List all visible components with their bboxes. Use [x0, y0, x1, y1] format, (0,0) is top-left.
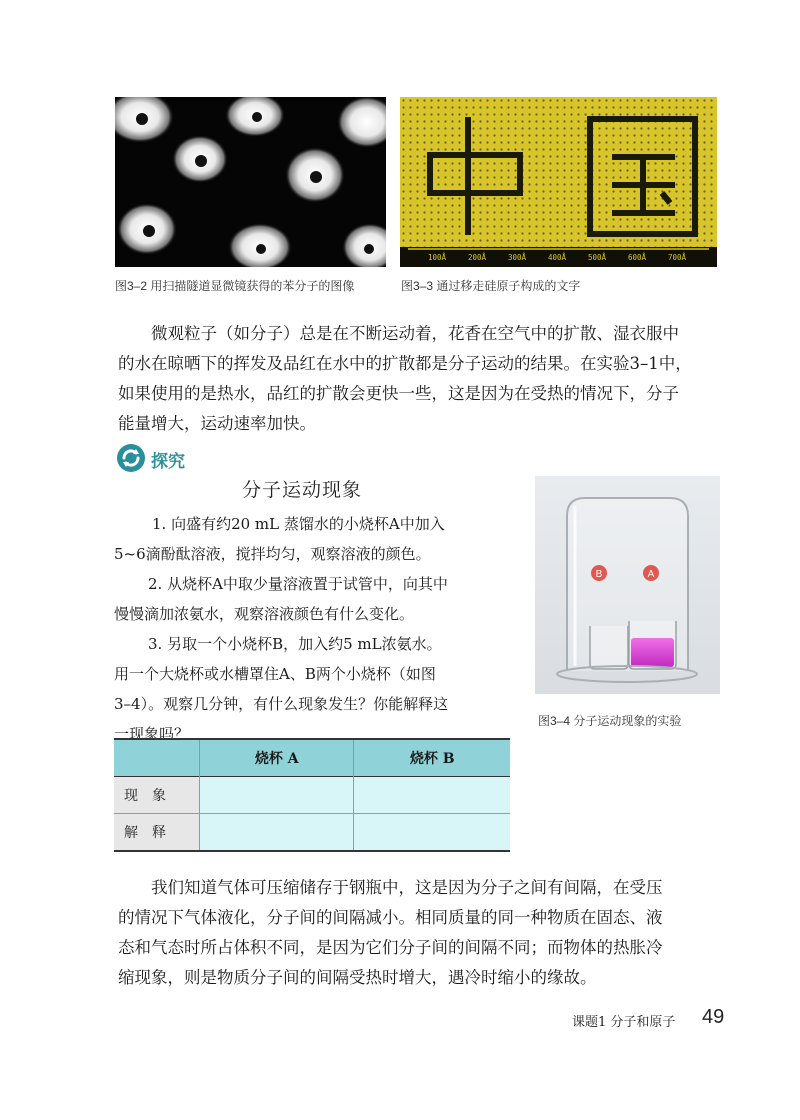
paragraph-line: 的情况下气体液化，分子间的间隔减小。相同质量的同一种物质在固态、液 — [118, 908, 663, 927]
result-table — [114, 738, 510, 852]
table-cell-phenomenon-a[interactable] — [200, 777, 354, 814]
paragraph-line: 能量增大，运动速率加快。 — [118, 414, 316, 433]
intro-paragraph — [118, 319, 692, 439]
experiment-step-1: 1. 向盛有约20 mL 蒸馏水的小烧杯A中加入 5~6滴酚酞溶液，搅拌均匀，观察溶液的颜色。 — [114, 515, 445, 563]
beaker-a-label: A — [647, 569, 655, 580]
explore-icon — [116, 443, 146, 473]
table-header-empty — [114, 739, 200, 777]
paragraph-line: 的水在晾晒下的挥发及品红在水中的扩散都是分子运动的结果。在实验3–1中， — [118, 354, 692, 373]
page-number: 49 — [702, 1006, 725, 1028]
table-row-label-phenomenon: 现象 — [114, 777, 200, 814]
table-cell-explanation-a[interactable] — [200, 814, 354, 852]
paragraph-line: 微观粒子（如分子）总是在不断运动着，花香在空气中的扩散、湿衣服中 — [151, 324, 679, 343]
table-header-beaker-b: 烧杯 B — [354, 739, 510, 777]
paragraph-line: 态和气态时所占体积不同，是因为它们分子间的间隔不同；而物体的热胀冷 — [118, 938, 663, 957]
figure-3-2-caption: 图3–2 用扫描隧道显微镜获得的苯分子的图像 — [115, 279, 355, 293]
table-cell-explanation-b[interactable] — [354, 814, 510, 852]
silicon-atoms-svg — [400, 97, 717, 267]
scale-label-5: 500Å — [588, 253, 607, 262]
experiment-step-2: 2. 从烧杯A中取少量溶液置于试管中，向其中 慢慢滴加浓氨水，观察溶液颜色有什么变化。 — [114, 575, 448, 623]
table-row — [114, 814, 510, 852]
footer-chapter-title: 课题1 分子和原子 — [572, 1015, 676, 1030]
scale-label-3: 300Å — [508, 253, 527, 262]
explore-label: 探究 — [151, 452, 185, 471]
figure-3-4-caption: 图3–4 分子运动现象的实验 — [538, 714, 682, 728]
experiment-title: 分子运动现象 — [242, 479, 363, 501]
paragraph-line: 缩现象，则是物质分子间的间隔受热时增大，遇冷时缩小的缘故。 — [118, 968, 597, 987]
beaker-b-label: B — [595, 569, 603, 580]
gas-compression-paragraph — [118, 873, 663, 993]
figure-silicon-atoms-image — [400, 97, 717, 267]
scale-label-4: 400Å — [548, 253, 567, 262]
table-header-row — [114, 739, 510, 777]
scale-label-6: 600Å — [628, 253, 647, 262]
table-header-beaker-a: 烧杯 A — [200, 739, 354, 777]
scale-label-1: 100Å — [428, 253, 447, 262]
table-cell-phenomenon-b[interactable] — [354, 777, 510, 814]
table-row — [114, 777, 510, 814]
scale-label-2: 200Å — [468, 253, 487, 262]
figure-3-3-caption: 图3–3 通过移走硅原子构成的文字 — [401, 279, 581, 293]
paragraph-line: 如果使用的是热水，品红的扩散会更快一些，这是因为在受热的情况下，分子 — [118, 384, 679, 403]
paragraph-line: 我们知道气体可压缩储存于钢瓶中，这是因为分子之间有间隔，在受压 — [151, 878, 663, 897]
figure-benzene-stm-image — [115, 97, 386, 267]
scale-label-7: 700Å — [668, 253, 687, 262]
experiment-step-3: 3. 另取一个小烧杯B，加入约5 mL浓氨水。 用一个大烧杯或水槽罩住A、B两个小烧杯（如图 3–4）。观察几分钟，有什么现象发生？你能解释这 一现象吗？ — [114, 635, 449, 743]
beaker-svg — [535, 476, 720, 694]
figure-beaker-experiment — [535, 476, 720, 694]
benzene-stm-svg — [115, 97, 386, 267]
table-row-label-explanation: 解释 — [114, 814, 200, 852]
